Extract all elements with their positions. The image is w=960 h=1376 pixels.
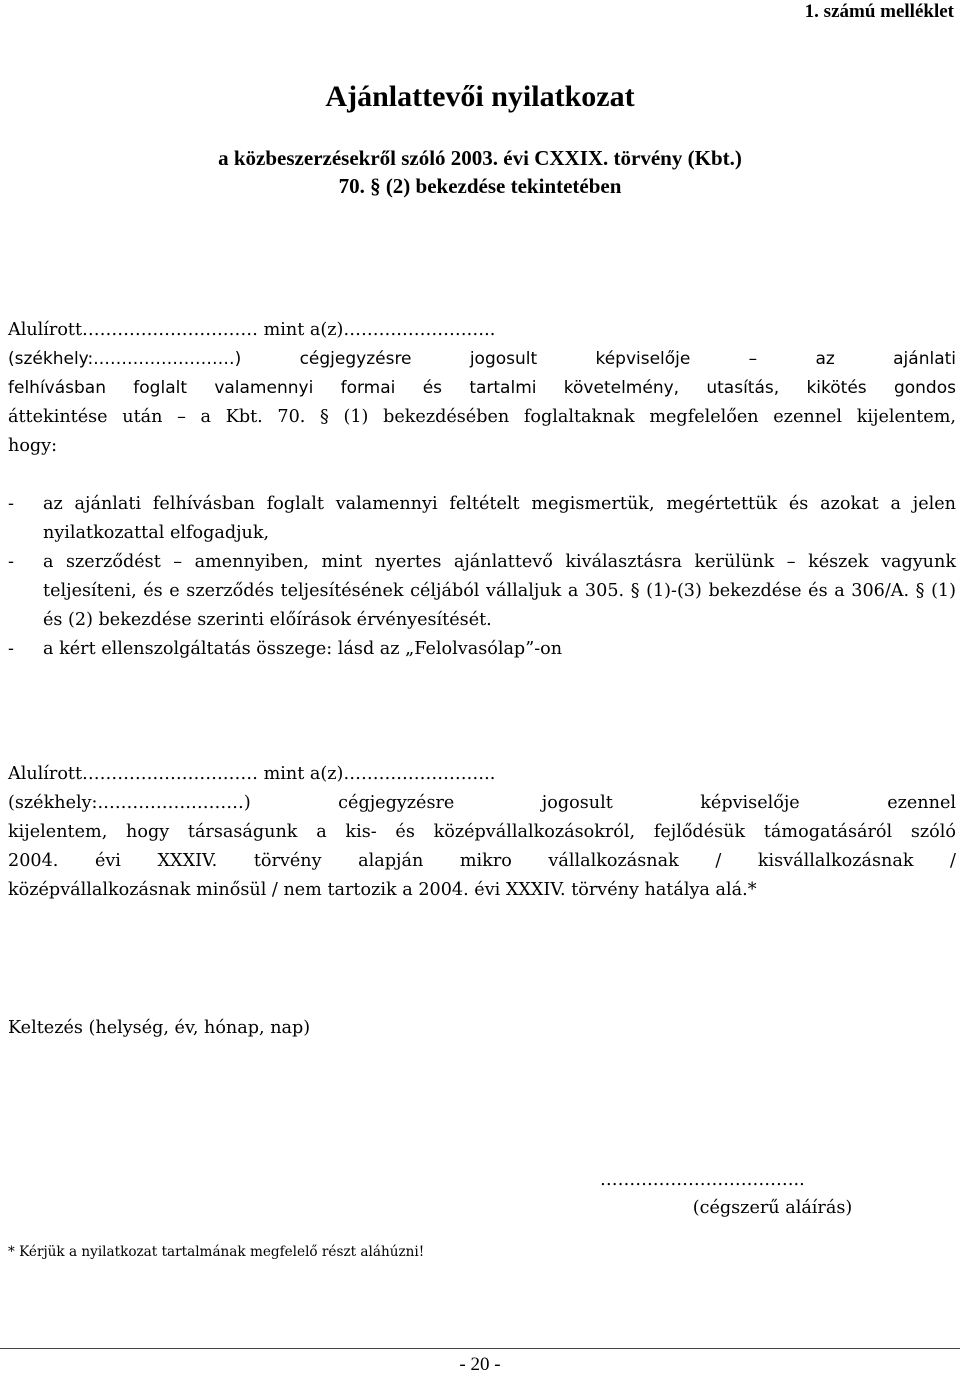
para2-line-4: 2004. évi XXXIV. törvény alapján mikro vállalkozásnak / kisvállalkozásnak / (8, 851, 956, 871)
declaration-paragraph-1-tail (8, 403, 956, 461)
para2-line-1: Alulírott………………………… mint a(z)…………………….. (8, 764, 496, 784)
para1-line-4: áttekintése után – a Kbt. 70. § (1) bekezdésében foglaltaknak megfelelően ezennel kijelentem, (8, 407, 956, 427)
list-item (8, 490, 956, 548)
para2-line-2: (székhely:.……………………) cégjegyzésre jogosult képviselője ezennel (8, 793, 956, 813)
list-item (8, 635, 956, 664)
declaration-list (8, 490, 956, 664)
declaration-paragraph-1-body (8, 345, 956, 403)
subtitle-line-1: a közbeszerzésekről szóló 2003. évi CXXIX. törvény (Kbt.) (218, 146, 742, 170)
list-item (8, 548, 956, 635)
declaration-paragraph-2 (8, 760, 956, 905)
para1-line-2: (székhely:.……………………) cégjegyzésre jogosult képviselője – az ajánlati (8, 349, 956, 369)
para2-line-5: középvállalkozásnak minősül / nem tartozik a 2004. évi XXXIV. törvény hatálya alá.* (8, 880, 757, 900)
para1-line-3: felhívásban foglalt valamennyi formai és tartalmi követelmény, utasítás, kikötés gondos (8, 378, 956, 398)
footer-divider (0, 1348, 960, 1349)
signature-label: (cégszerű aláírás) (692, 1198, 853, 1218)
date-label: Keltezés (helység, év, hónap, nap) (8, 1018, 311, 1038)
list-item-text: az ajánlati felhívásban foglalt valamennyi feltételt megismertük, megértettük és azokat a jelen nyilatkozattal elfogadjuk, (43, 494, 956, 543)
para2-line-3: kijelentem, hogy társaságunk a kis- és középvállalkozásokról, fejlődésük támogatásáról szóló (8, 822, 956, 842)
signature-line: …………………………….. (600, 1170, 805, 1190)
para1-line-5: hogy: (8, 436, 58, 456)
annex-label: 1. számú melléklet (804, 1, 954, 22)
list-item-text: a szerződést – amennyiben, mint nyertes ajánlattevő kiválasztásra kerülünk – készek vagyunk teljesíteni, és e szerződés teljesítésének céljából vállaljuk a 305. § (1)-(3) bekezdése és a 306/A. § (1) és (2) bekezdése szerinti előírások érvényesítését. (43, 552, 956, 630)
dash-marker: - (8, 639, 14, 659)
para1-line-1: Alulírott………………………… mint a(z)…………………….. (8, 320, 496, 340)
page-number: - 20 - (459, 1354, 501, 1375)
declaration-paragraph-1 (8, 316, 956, 345)
dash-marker: - (8, 494, 14, 514)
dash-marker: - (8, 552, 14, 572)
signature-block (600, 1166, 945, 1222)
list-item-text: a kért ellenszolgáltatás összege: lásd az „Felolvasólap”-on (43, 639, 563, 659)
footnote: * Kérjük a nyilatkozat tartalmának megfelelő részt aláhúzni! (8, 1244, 425, 1260)
subtitle-line-2: 70. § (2) bekezdése tekintetében (338, 174, 622, 198)
document-title: Ajánlattevői nyilatkozat (325, 80, 635, 113)
